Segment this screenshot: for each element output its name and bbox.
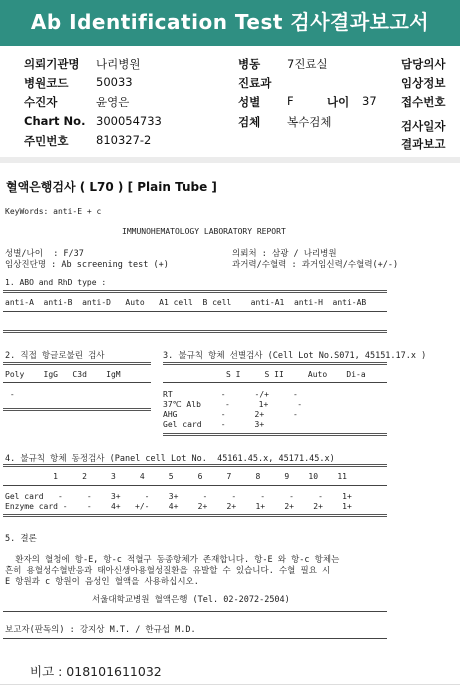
s3-title: 3. 불규칙 항체 선별검사 (Cell Lot No.S071, 45151.17.x ): [163, 351, 427, 361]
bottom-edge: [0, 684, 460, 685]
rule: [3, 638, 387, 639]
s4-title: 4. 불규칙 항체 동정검사 (Panel cell Lot No. 45161.45.x, 45171.45.x): [5, 454, 335, 464]
s2-title: 2. 직접 항글로불린 검사: [5, 351, 105, 361]
meta-left: 성별/나이 : F/37: [5, 249, 84, 259]
s3-headers: S I S II Auto Di-a: [226, 370, 366, 379]
s3-row: 37℃ Alb - 1+ -: [163, 400, 303, 409]
info-label: 성별: [238, 95, 261, 109]
rule: [163, 362, 387, 365]
info-label: 임상정보: [401, 76, 446, 90]
s3-row: Gel card - 3+: [163, 420, 265, 429]
info-value: 복수검체: [287, 115, 332, 129]
info-label: 병원코드: [24, 76, 69, 90]
patient-info-panel: [0, 52, 460, 152]
s4-row: Gel card - - 3+ - 3+ - - - - - 1+: [5, 492, 352, 501]
abo-headers: anti-A anti-B anti-D Auto A1 cell B cell anti-A1 anti-H anti-AB: [5, 298, 367, 307]
info-value: 나리병원: [96, 57, 141, 71]
rule: [3, 311, 387, 312]
info-label: 병동: [238, 57, 261, 71]
s3-row: RT - -/+ -: [163, 390, 298, 399]
rule: [3, 362, 151, 365]
info-label: 진료과: [238, 76, 272, 90]
rule: [3, 382, 151, 383]
s2-values: -: [5, 390, 15, 399]
report-center-title: IMMUNOHEMATOLOGY LABORATORY REPORT: [122, 227, 286, 236]
section-divider: [0, 157, 460, 163]
info-value: 50033: [96, 75, 133, 89]
info-value: 300054733: [96, 114, 162, 128]
footer-note: 비고 : 018101611032: [30, 664, 162, 679]
header-banner: [0, 0, 460, 46]
rule: [3, 464, 387, 467]
info-label: 담당의사: [401, 57, 446, 71]
info-label: Chart No.: [24, 114, 86, 128]
rule: [163, 382, 387, 383]
info-label: 검사일자: [401, 119, 446, 133]
conclusion-line: E 항원과 c 항원이 음성인 혈액을 사용하십시오.: [5, 577, 199, 587]
rule: [3, 514, 387, 517]
meta-left: 임상진단명 : Ab screening test (+): [5, 260, 169, 270]
s4-columns: 1 2 3 4 5 6 7 8 9 10 11: [5, 472, 347, 481]
meta-right: 의뢰처 : 삼광 / 나리병원: [232, 249, 337, 259]
keywords: KeyWords: anti-E + c: [5, 207, 102, 216]
info-label: 검체: [238, 115, 261, 129]
s5-title: 5. 결론: [5, 534, 37, 544]
info-label: 결과보고: [401, 137, 446, 151]
section-title: 혈액은행검사 ( L70 ) [ Plain Tube ]: [6, 180, 217, 194]
meta-right: 과거력/수혈력 : 과거임신력/수혈력(+/-): [232, 260, 399, 270]
info-label: 접수번호: [401, 95, 446, 109]
rule: [3, 611, 387, 612]
info-label: 주민번호: [24, 134, 69, 148]
info-label: 수진자: [24, 95, 58, 109]
s2-headers: Poly IgG C3d IgM: [5, 370, 121, 379]
info-value: 윤영은: [96, 95, 130, 109]
s4-row: Enzyme card - - 4+ +/- 4+ 2+ 2+ 1+ 2+ 2+ 1+: [5, 502, 352, 511]
info-value: 37: [362, 94, 377, 108]
info-value: 7진료실: [287, 57, 328, 71]
conclusion-line: 흔히 용혈성수혈반응과 태아신생아용혈성질환을 유발할 수 있습니다. 수혈 필요 시: [5, 566, 331, 576]
rule: [3, 485, 387, 486]
rule: [3, 408, 151, 411]
report-title: Ab Identification Test 검사결과보고서: [30, 10, 430, 34]
info-label: 의뢰기관명: [24, 57, 80, 71]
hospital-contact: 서울대학교병원 혈액은행 (Tel. 02-2072-2504): [92, 595, 290, 605]
conclusion-line: 환자의 혈청에 항-E, 항-c 적혈구 동종항체가 존재합니다. 항-E 와 항-c 항체는: [5, 555, 340, 565]
rule: [163, 433, 387, 436]
rule: [3, 290, 387, 293]
info-value: F: [287, 94, 294, 108]
s3-row: AHG - 2+ -: [163, 410, 298, 419]
rule: [3, 330, 387, 333]
info-label: 나이: [327, 95, 350, 109]
reporter: 보고자(판독의) : 강지상 M.T. / 한규섭 M.D.: [5, 625, 196, 635]
abo-title: 1. ABO and RhD type :: [5, 278, 107, 287]
info-value: 810327-2: [96, 133, 152, 147]
